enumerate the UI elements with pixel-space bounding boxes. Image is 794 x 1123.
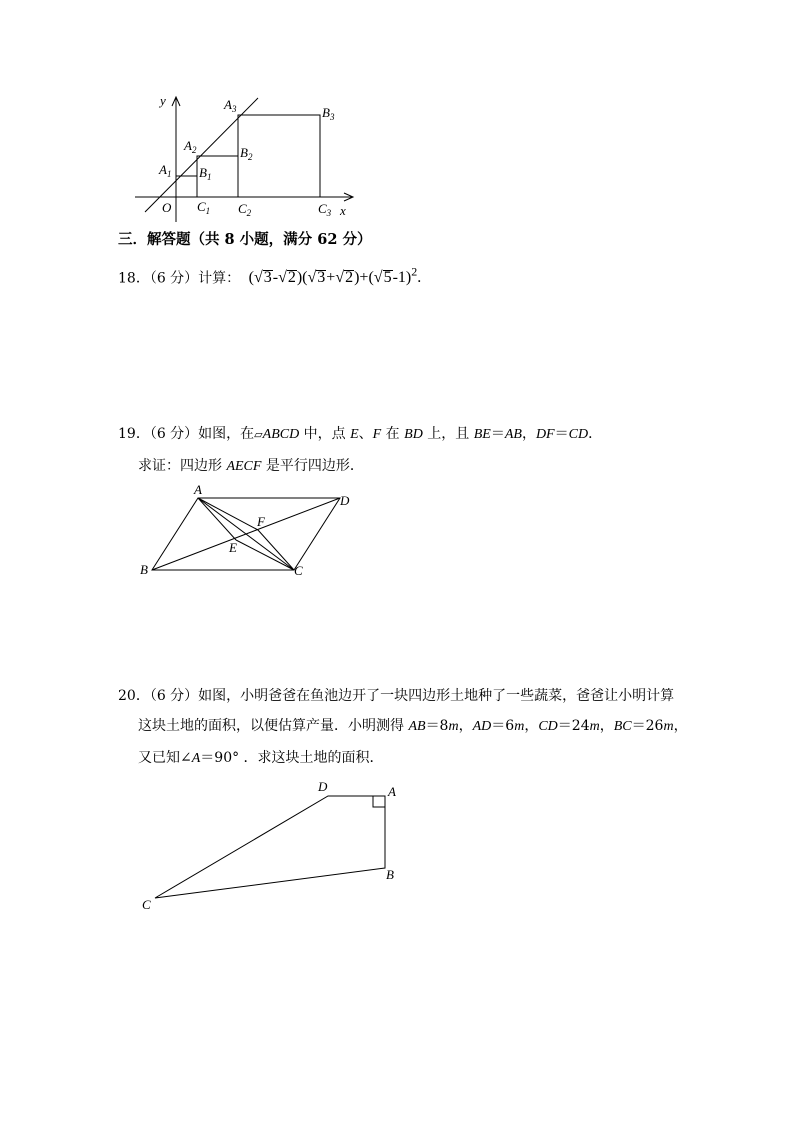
var: BE (473, 427, 491, 442)
paren: ) (354, 269, 360, 287)
sqrt-2: 2 (345, 269, 354, 287)
var: AB (504, 427, 522, 442)
paren: ) (296, 269, 303, 287)
paren: ) (405, 269, 412, 287)
text: ， (673, 718, 688, 734)
text: 、 (358, 426, 373, 442)
q18-number: 18．（6 分）计算： (118, 270, 241, 287)
label-B2: $B_2$ (240, 145, 253, 162)
var: F (372, 427, 382, 442)
label-F: F (257, 514, 265, 529)
text: 上，且 (422, 426, 474, 442)
text: ＝ (554, 426, 569, 442)
unit: m (448, 719, 459, 734)
label-C3: $C_3$ (318, 201, 332, 218)
var: ABCD (262, 427, 300, 442)
label-A3: $A_3$ (224, 97, 237, 114)
var: AD (472, 719, 492, 734)
op: - (272, 269, 279, 287)
paren: ( (248, 269, 254, 287)
text: ＝90° ．求这块土地的面积． (200, 750, 384, 766)
label-D: D (318, 779, 328, 794)
text: ， (599, 718, 614, 734)
label-B: B (386, 867, 394, 882)
text: ＝ (490, 426, 505, 442)
var: CD (538, 719, 558, 734)
label-B1: $B_1$ (199, 165, 212, 182)
op: + (359, 269, 369, 287)
label-C1: $C_1$ (197, 199, 211, 216)
exponent: 2 (411, 265, 418, 279)
label-A: A (388, 784, 396, 799)
text: 是平行四边形． (261, 458, 364, 474)
text: 中，点 (299, 426, 351, 442)
period: . (417, 269, 422, 287)
sqrt-sign: √ (373, 269, 383, 287)
text: ． (588, 426, 603, 442)
text: ＝26 (631, 718, 664, 734)
parallelogram-symbol: ▱ (254, 428, 263, 441)
var: DF (535, 427, 555, 442)
unit: m (663, 719, 674, 734)
op: -1 (392, 269, 406, 287)
sqrt-sign: √ (307, 269, 317, 287)
label-x: x (340, 203, 346, 218)
label-O: O (162, 200, 172, 215)
sqrt-2: 2 (287, 269, 296, 287)
sqrt-sign: √ (253, 269, 263, 287)
text: 又已知∠ (138, 750, 192, 766)
text: ＝8 (425, 718, 449, 734)
right-angle-mark (373, 796, 385, 807)
label-A: A (194, 482, 202, 497)
text: 这块土地的面积，以便估算产量．小明测得 (138, 718, 409, 734)
label-B3: $B_3$ (322, 105, 335, 122)
unit: m (589, 719, 600, 734)
label-y: y (160, 93, 166, 108)
paren: ( (302, 269, 308, 287)
section-title: 三．解答题（共 8 小题，满分 62 分） (118, 231, 372, 248)
text: ＝24 (557, 718, 590, 734)
var: AECF (226, 459, 262, 474)
var: BC (613, 719, 632, 734)
text: ， (458, 718, 473, 734)
label-A2: $A_2$ (184, 138, 197, 155)
var: A (191, 751, 201, 766)
var: BD (404, 427, 423, 442)
label-C: C (142, 897, 151, 912)
var: AB (408, 719, 426, 734)
sqrt-sign: √ (335, 269, 345, 287)
paren: ( (368, 269, 374, 287)
text: ， (521, 426, 536, 442)
label-D: D (340, 493, 350, 508)
label-B: B (140, 562, 148, 577)
text: 19．（6 分）如图，在 (118, 426, 255, 442)
unit: m (514, 719, 525, 734)
var: CD (568, 427, 589, 442)
text: ， (524, 718, 539, 734)
text: ＝6 (491, 718, 515, 734)
label-C: C (294, 563, 303, 578)
text: 求证：四边形 (138, 458, 227, 474)
label-C2: $C_2$ (238, 201, 252, 218)
text: 在 (381, 426, 405, 442)
var: E (350, 427, 359, 442)
label-A1: $A_1$ (159, 162, 172, 179)
sqrt-sign: √ (278, 269, 287, 287)
quadrilateral-abcd (155, 796, 385, 898)
question-20-line-1: 20．（6 分）如图，小明爸爸在鱼池边开了一块四边形土地种了一些蔬菜，爸爸让小明计算 (118, 688, 675, 704)
sqrt-5: 5 (383, 269, 392, 287)
op: + (326, 269, 336, 287)
label-E: E (229, 540, 237, 555)
sqrt-3: 3 (317, 269, 326, 287)
sqrt-3: 3 (263, 269, 272, 287)
